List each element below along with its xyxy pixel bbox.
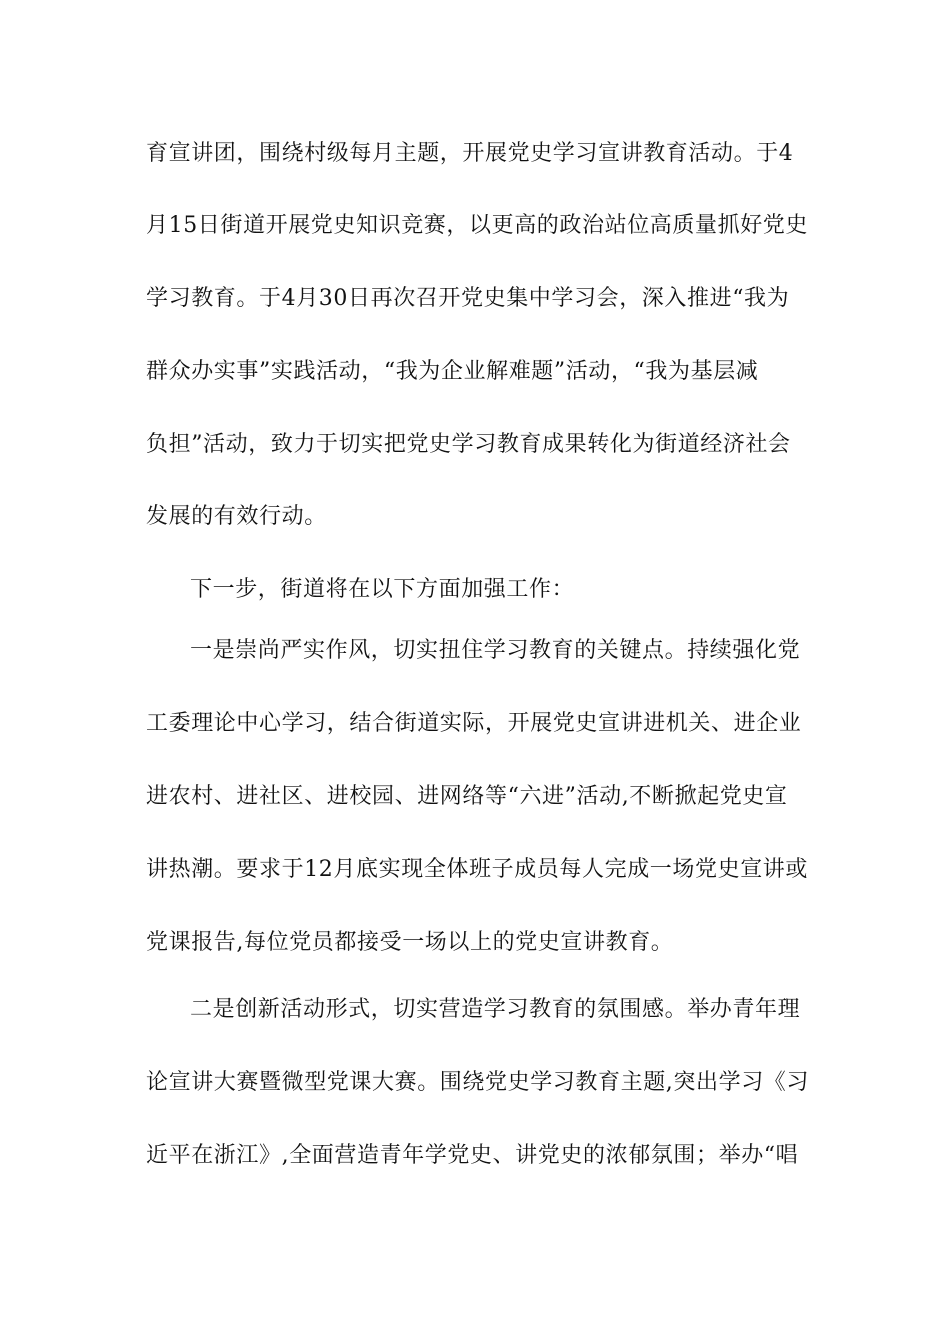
- paragraph-line: 育宣讲团，围绕村级每月主题，开展党史学习宣讲教育活动。于4: [146, 141, 794, 166]
- paragraph-line: 论宣讲大赛暨微型党课大赛。围绕党史学习教育主题,突出学习《习: [146, 1070, 809, 1095]
- paragraph-line: 党课报告,每位党员都接受一场以上的党史宣讲教育。: [146, 930, 674, 955]
- paragraph-line: 下一步，街道将在以下方面加强工作：: [190, 577, 575, 602]
- paragraph-line: 负担”活动，致力于切实把党史学习教育成果转化为街道经济社会: [146, 432, 791, 457]
- paragraph-line: 学习教育。于4月30日再次召开党史集中学习会，深入推进“我为: [146, 286, 790, 311]
- paragraph-line: 近平在浙江》,全面营造青年学党史、讲党史的浓郁氛围；举办“唱: [146, 1143, 799, 1168]
- paragraph-line: 讲热潮。要求于12月底实现全体班子成员每人完成一场党史宣讲或: [146, 857, 808, 882]
- paragraph-line: 群众办实事”实践活动，“我为企业解难题”活动，“我为基层减: [146, 359, 759, 384]
- paragraph-line: 工委理论中心学习，结合街道实际，开展党史宣讲进机关、进企业: [146, 711, 802, 736]
- paragraph-line: 发展的有效行动。: [146, 504, 327, 529]
- paragraph-line: 月15日街道开展党史知识竞赛，以更高的政治站位高质量抓好党史: [146, 213, 808, 238]
- paragraph-line: 二是创新活动形式，切实营造学习教育的氛围感。举办青年理: [190, 997, 801, 1022]
- paragraph-line: 一是崇尚严实作风，切实扭住学习教育的关键点。持续强化党: [190, 638, 801, 663]
- paragraph-line: 进农村、进社区、进校园、进网络等“六进”活动,不断掀起党史宣: [146, 784, 788, 809]
